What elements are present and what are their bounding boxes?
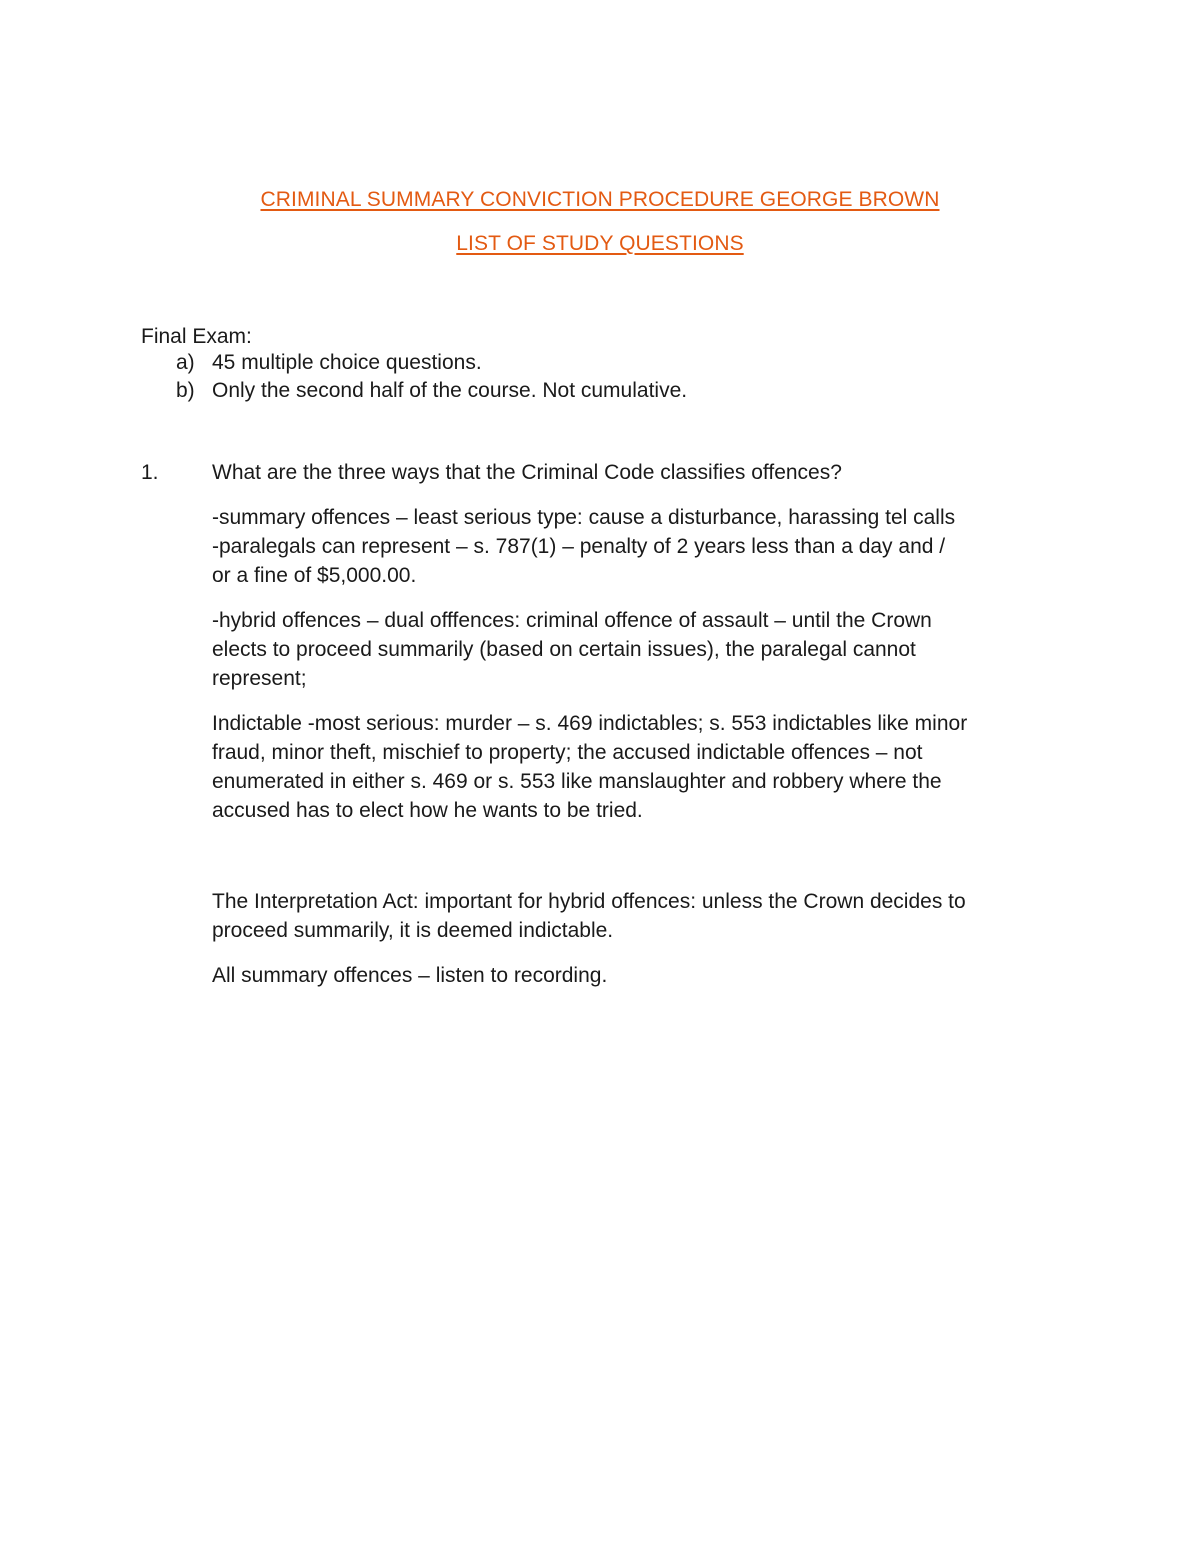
paragraph-line: accused has to elect how he wants to be tried.: [212, 799, 643, 822]
question-number: 1.: [141, 461, 159, 484]
paragraph-line: represent;: [212, 667, 307, 690]
paragraph-line: -paralegals can represent – s. 787(1) – penalty of 2 years less than a day and /: [212, 535, 946, 558]
list-item-text: Only the second half of the course. Not cumulative.: [212, 379, 688, 402]
paragraph-line: -hybrid offences – dual offfences: criminal offence of assault – until the Crown: [212, 609, 932, 632]
list-marker: a): [176, 351, 195, 374]
hybrid-offences-paragraph: [212, 606, 1082, 693]
final-exam-heading: Final Exam:: [141, 325, 252, 348]
paragraph-line: All summary offences – listen to recording.: [212, 964, 608, 987]
paragraph-line: Indictable -most serious: murder – s. 469 indictables; s. 553 indictables like minor: [212, 712, 968, 735]
paragraph-line: The Interpretation Act: important for hybrid offences: unless the Crown decides to: [212, 890, 966, 913]
document-subtitle: LIST OF STUDY QUESTIONS: [456, 232, 744, 255]
interpretation-act-paragraph: [212, 887, 1082, 945]
indictable-offences-paragraph: [212, 709, 1082, 825]
question-text: What are the three ways that the Criminal Code classifies offences?: [212, 461, 842, 484]
paragraph-line: -summary offences – least serious type: cause a disturbance, harassing tel calls: [212, 506, 956, 529]
paragraph-line: elects to proceed summarily (based on certain issues), the paralegal cannot: [212, 638, 916, 661]
paragraph-line: or a fine of $5,000.00.: [212, 564, 417, 587]
paragraph-line: proceed summarily, it is deemed indictable.: [212, 919, 614, 942]
summary-offences-paragraph: [212, 503, 1082, 590]
recording-note-paragraph: [212, 961, 1082, 990]
list-item-text: 45 multiple choice questions.: [212, 351, 482, 374]
document-title: CRIMINAL SUMMARY CONVICTION PROCEDURE GEORGE BROWN: [260, 188, 940, 211]
paragraph-line: fraud, minor theft, mischief to property; the accused indictable offences – not: [212, 741, 923, 764]
paragraph-line: enumerated in either s. 469 or s. 553 like manslaughter and robbery where the: [212, 770, 942, 793]
list-marker: b): [176, 379, 195, 402]
